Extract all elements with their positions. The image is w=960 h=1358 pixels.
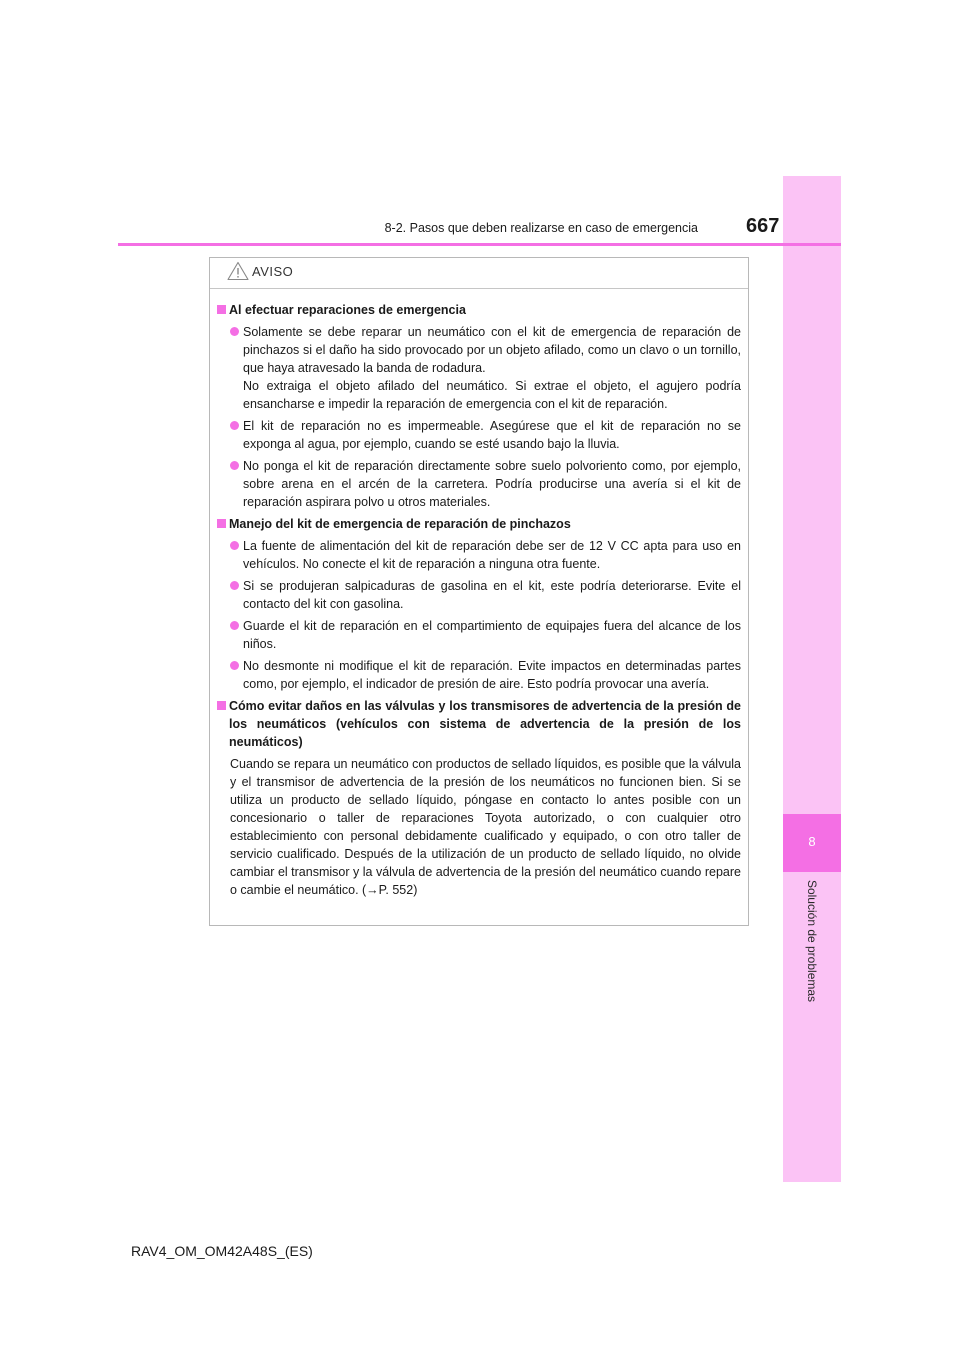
section-paragraph: Cuando se repara un neumático con productos de sellado líquidos, es posible que la válvula y el transmisor de advertencia de la presión de los neumáticos no funcionen bien. Si se utiliza un producto de sellado líquido, póngase en contacto lo antes posible con un concesionario o taller de reparaciones Toyota autorizado, o con cualquier otro establecimiento con personal debidamente cualificado y equipado, o con otro taller de servicio cualificado. Después de la utilización de un producto de sellado líquido, no olvide cambiar el transmisor y la válvula de advertencia de la presión del neumático cuando repare o cambie el neumático. (→P. 552) bbox=[230, 757, 741, 897]
round-bullet-icon bbox=[230, 581, 239, 590]
warning-triangle-icon bbox=[227, 261, 249, 281]
bullet-item: El kit de reparación no es impermeable. Asegúrese que el kit de reparación no se exponga al agua, por ejemplo, cuando se esté usando bajo la lluvia. bbox=[217, 417, 741, 453]
chapter-number: 8 bbox=[808, 834, 816, 849]
bullet-item: Solamente se debe reparar un neumático con el kit de emergencia de reparación de pinchazos si el daño ha sido provocado por un objeto afilado, como un clavo o un tornillo, que haya atravesado la banda de rodadura. No extraiga el objeto afilado del neumático. Si extrae el objeto, el agujero podría ensancharse e impedir la reparación de emergencia con el kit de reparación. bbox=[217, 323, 741, 413]
warning-header bbox=[210, 258, 748, 289]
header-rule bbox=[118, 243, 841, 246]
bullet-item: Guarde el kit de reparación en el compartimiento de equipajes fuera del alcance de los niños. bbox=[217, 617, 741, 653]
bullet-item: No desmonte ni modifique el kit de reparación. Evite impactos en determinadas partes como, por ejemplo, el indicador de presión de aire. Esto podría provocar una avería. bbox=[217, 657, 741, 693]
warning-title: AVISO bbox=[252, 264, 294, 279]
bullet-item: No ponga el kit de reparación directamente sobre suelo polvoriento como, por ejemplo, sobre arena en el arcén de la carretera. Podría producirse una avería si el kit de reparación aspirara polvo u otros materiales. bbox=[217, 457, 741, 511]
section-heading: Cómo evitar daños en las válvulas y los transmisores de advertencia de la presión de los neumáticos (vehículos con sistema de advertencia de la presión de los neumáticos) bbox=[217, 697, 741, 751]
warning-box bbox=[209, 257, 749, 926]
square-bullet-icon bbox=[217, 701, 226, 710]
square-bullet-icon bbox=[217, 305, 226, 314]
section-heading: Al efectuar reparaciones de emergencia bbox=[217, 301, 741, 319]
chapter-number-block bbox=[783, 814, 841, 872]
page-number: 667 bbox=[746, 215, 780, 237]
warning-body bbox=[210, 289, 748, 899]
chapter-side-tab bbox=[783, 176, 841, 1182]
round-bullet-icon bbox=[230, 621, 239, 630]
section-title: 8-2. Pasos que deben realizarse en caso de emergencia bbox=[384, 221, 698, 235]
chapter-label: Solución de problemas bbox=[805, 879, 819, 1003]
section-heading: Manejo del kit de emergencia de reparación de pinchazos bbox=[217, 515, 741, 533]
round-bullet-icon bbox=[230, 421, 239, 430]
round-bullet-icon bbox=[230, 327, 239, 336]
round-bullet-icon bbox=[230, 661, 239, 670]
bullet-item: Si se produjeran salpicaduras de gasolina en el kit, este podría deteriorarse. Evite el contacto del kit con gasolina. bbox=[217, 577, 741, 613]
round-bullet-icon bbox=[230, 461, 239, 470]
footer-code: RAV4_OM_OM42A48S_(ES) bbox=[131, 1243, 313, 1259]
square-bullet-icon bbox=[217, 519, 226, 528]
round-bullet-icon bbox=[230, 541, 239, 550]
bullet-item: La fuente de alimentación del kit de reparación debe ser de 12 V CC apta para uso en vehículos. No conecte el kit de reparación a ninguna otra fuente. bbox=[217, 537, 741, 573]
